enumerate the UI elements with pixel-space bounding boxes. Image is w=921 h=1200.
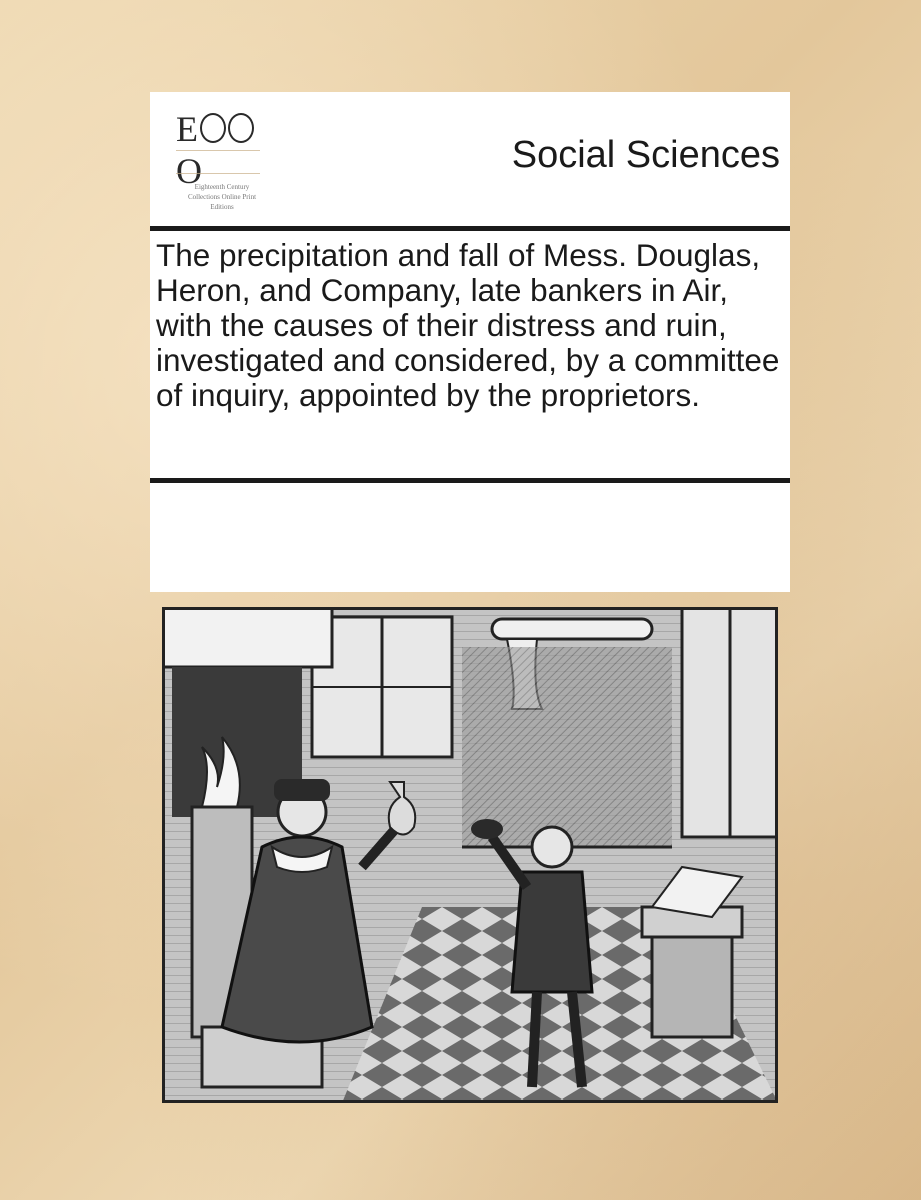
ecco-logo-subtitle: Eighteenth Century Collections Online Print Editions [187, 183, 257, 211]
book-title: The precipitation and fall of Mess. Douglas, Heron, and Company, late bankers in Air, with the causes of their distress and ruin, investigated and considered, by a committee of inquiry, appointed by the proprietors. [156, 237, 780, 413]
bottom-rule [150, 478, 790, 483]
cover-illustration [162, 607, 778, 1103]
category-label: Social Sciences [511, 134, 780, 176]
top-rule [150, 226, 790, 231]
woodcut-scene-icon [162, 607, 778, 1103]
ecco-logo-mark: EO [176, 108, 268, 192]
cover-header-panel [150, 92, 790, 592]
ecco-logo-ornament [176, 150, 260, 174]
ecco-logo [168, 108, 268, 223]
